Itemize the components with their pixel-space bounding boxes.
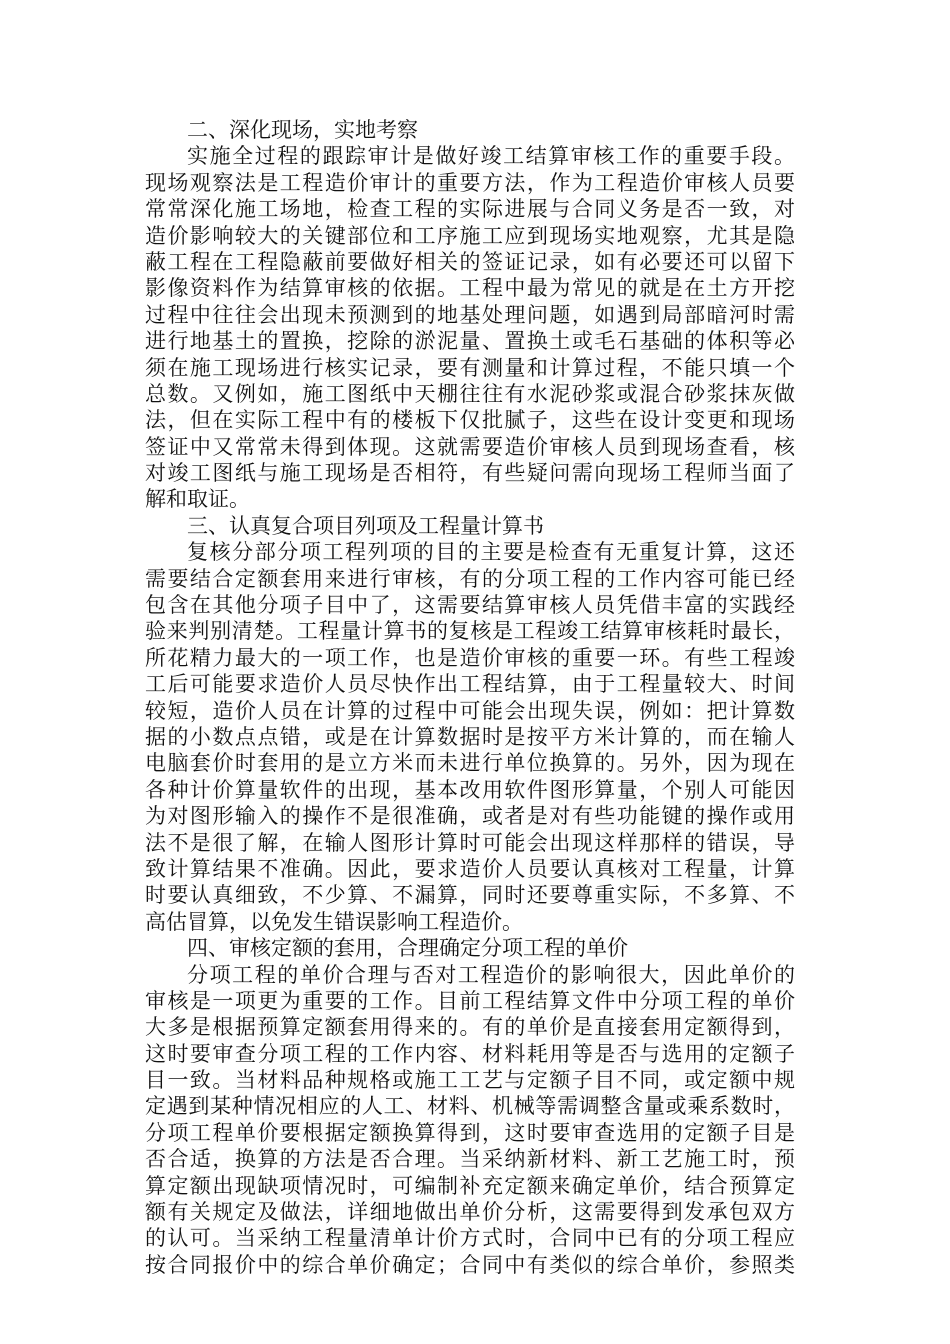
paragraph-line: 时要认真细致，不少算、不漏算，同时还要尊重实际，不多算、不	[145, 883, 795, 908]
paragraph-line: 否合适，换算的方法是否合理。当采纳新材料、新工艺施工时，预	[145, 1147, 795, 1172]
document-body	[145, 117, 795, 1278]
paragraph-line: 进行地基土的置换，挖除的淤泥量、置换土或毛石基础的体积等必	[145, 329, 795, 354]
paragraph-line: 法，但在实际工程中有的楼板下仅批腻子，这些在设计变更和现场	[145, 408, 795, 433]
paragraph-line: 大多是根据预算定额套用得来的。有的单价是直接套用定额得到，	[145, 1015, 795, 1040]
paragraph-line: 电脑套价时套用的是立方米而未进行单位换算的。另外，因为现在	[145, 751, 795, 776]
paragraph-line: 需要结合定额套用来进行审核，有的分项工程的工作内容可能已经	[145, 566, 795, 591]
paragraph-line: 对竣工图纸与施工现场是否相符，有些疑问需向现场工程师当面了	[145, 461, 795, 486]
paragraph-line: 过程中往往会出现未预测到的地基处理问题，如遇到局部暗河时需	[145, 302, 795, 327]
paragraph-line: 的认可。当采纳工程量清单计价方式时，合同中已有的分项工程应	[145, 1226, 795, 1251]
section-heading: 四、审核定额的套用，合理确定分项工程的单价	[187, 936, 628, 961]
paragraph-line: 按合同报价中的综合单价确定；合同中有类似的综合单价，参照类	[145, 1252, 795, 1277]
paragraph-line: 法不是很了解，在输人图形计算时可能会出现这样那样的错误，导	[145, 830, 795, 855]
paragraph-line: 工后可能要求造价人员尽快作出工程结算，由于工程量较大、时间	[145, 672, 795, 697]
section-heading: 三、认真复合项目列项及工程量计算书	[187, 513, 544, 538]
paragraph-line: 须在施工现场进行核实记录，要有测量和计算过程，不能只填一个	[145, 355, 795, 380]
paragraph-line: 为对图形输入的操作不是很准确，或者是对有些功能键的操作或用	[145, 804, 795, 829]
paragraph-line: 高估冒算，以免发生错误影响工程造价。	[145, 909, 523, 934]
paragraph-line: 定遇到某种情况相应的人工、材料、机械等需调整含量或乘系数时，	[145, 1094, 795, 1119]
paragraph-line: 验来判别清楚。工程量计算书的复核是工程竣工结算审核耗时最长，	[145, 619, 795, 644]
section-heading: 二、深化现场，实地考察	[187, 118, 418, 142]
paragraph-line: 签证中又常常未得到体现。这就需要造价审核人员到现场查看，核	[145, 434, 795, 459]
paragraph-line: 较短，造价人员在计算的过程中可能会出现失误，例如：把计算数	[145, 698, 795, 723]
paragraph-line: 总数。又例如，施工图纸中天棚往往有水泥砂浆或混合砂浆抹灰做	[145, 381, 795, 406]
paragraph-line: 实施全过程的跟踪审计是做好竣工结算审核工作的重要手段。	[187, 144, 795, 169]
paragraph-line: 蔽工程在工程隐蔽前要做好相关的签证记录，如有必要还可以留下	[145, 249, 795, 274]
paragraph-line: 算定额出现缺项情况时，可编制补充定额来确定单价，结合预算定	[145, 1173, 795, 1198]
paragraph-line: 常常深化施工场地，检查工程的实际进展与合同义务是否一致，对	[145, 197, 795, 222]
paragraph-line: 造价影响较大的关键部位和工序施工应到现场实地观察，尤其是隐	[145, 223, 795, 248]
paragraph-line: 解和取证。	[145, 487, 250, 512]
paragraph-line: 审核是一项更为重要的工作。目前工程结算文件中分项工程的单价	[145, 988, 795, 1013]
paragraph-line: 分项工程的单价合理与否对工程造价的影响很大，因此单价的	[187, 962, 795, 987]
paragraph-line: 现场观察法是工程造价审计的重要方法，作为工程造价审核人员要	[145, 170, 795, 195]
paragraph-line: 致计算结果不准确。因此，要求造价人员要认真核对工程量，计算	[145, 856, 795, 881]
paragraph-line: 这时要审查分项工程的工作内容、材料耗用等是否与选用的定额子	[145, 1041, 795, 1066]
paragraph-line: 据的小数点点错，或是在计算数据时是按平方米计算的，而在输人	[145, 724, 795, 749]
paragraph-line: 影像资料作为结算审核的依据。工程中最为常见的就是在土方开挖	[145, 276, 795, 301]
paragraph-line: 额有关规定及做法，详细地做出单价分析，这需要得到发承包双方	[145, 1200, 795, 1225]
paragraph-line: 目一致。当材料品种规格或施工工艺与定额子目不同，或定额中规	[145, 1068, 795, 1093]
paragraph-line: 所花精力最大的一项工作，也是造价审核的重要一环。有些工程竣	[145, 645, 795, 670]
paragraph-line: 各种计价算量软件的出现，基本改用软件图形算量，个别人可能因	[145, 777, 795, 802]
paragraph-line: 包含在其他分项子目中了，这需要结算审核人员凭借丰富的实践经	[145, 593, 795, 618]
paragraph-line: 分项工程单价要根据定额换算得到，这时要审查选用的定额子目是	[145, 1120, 795, 1145]
paragraph-line: 复核分部分项工程列项的目的主要是检查有无重复计算，这还	[187, 540, 795, 565]
